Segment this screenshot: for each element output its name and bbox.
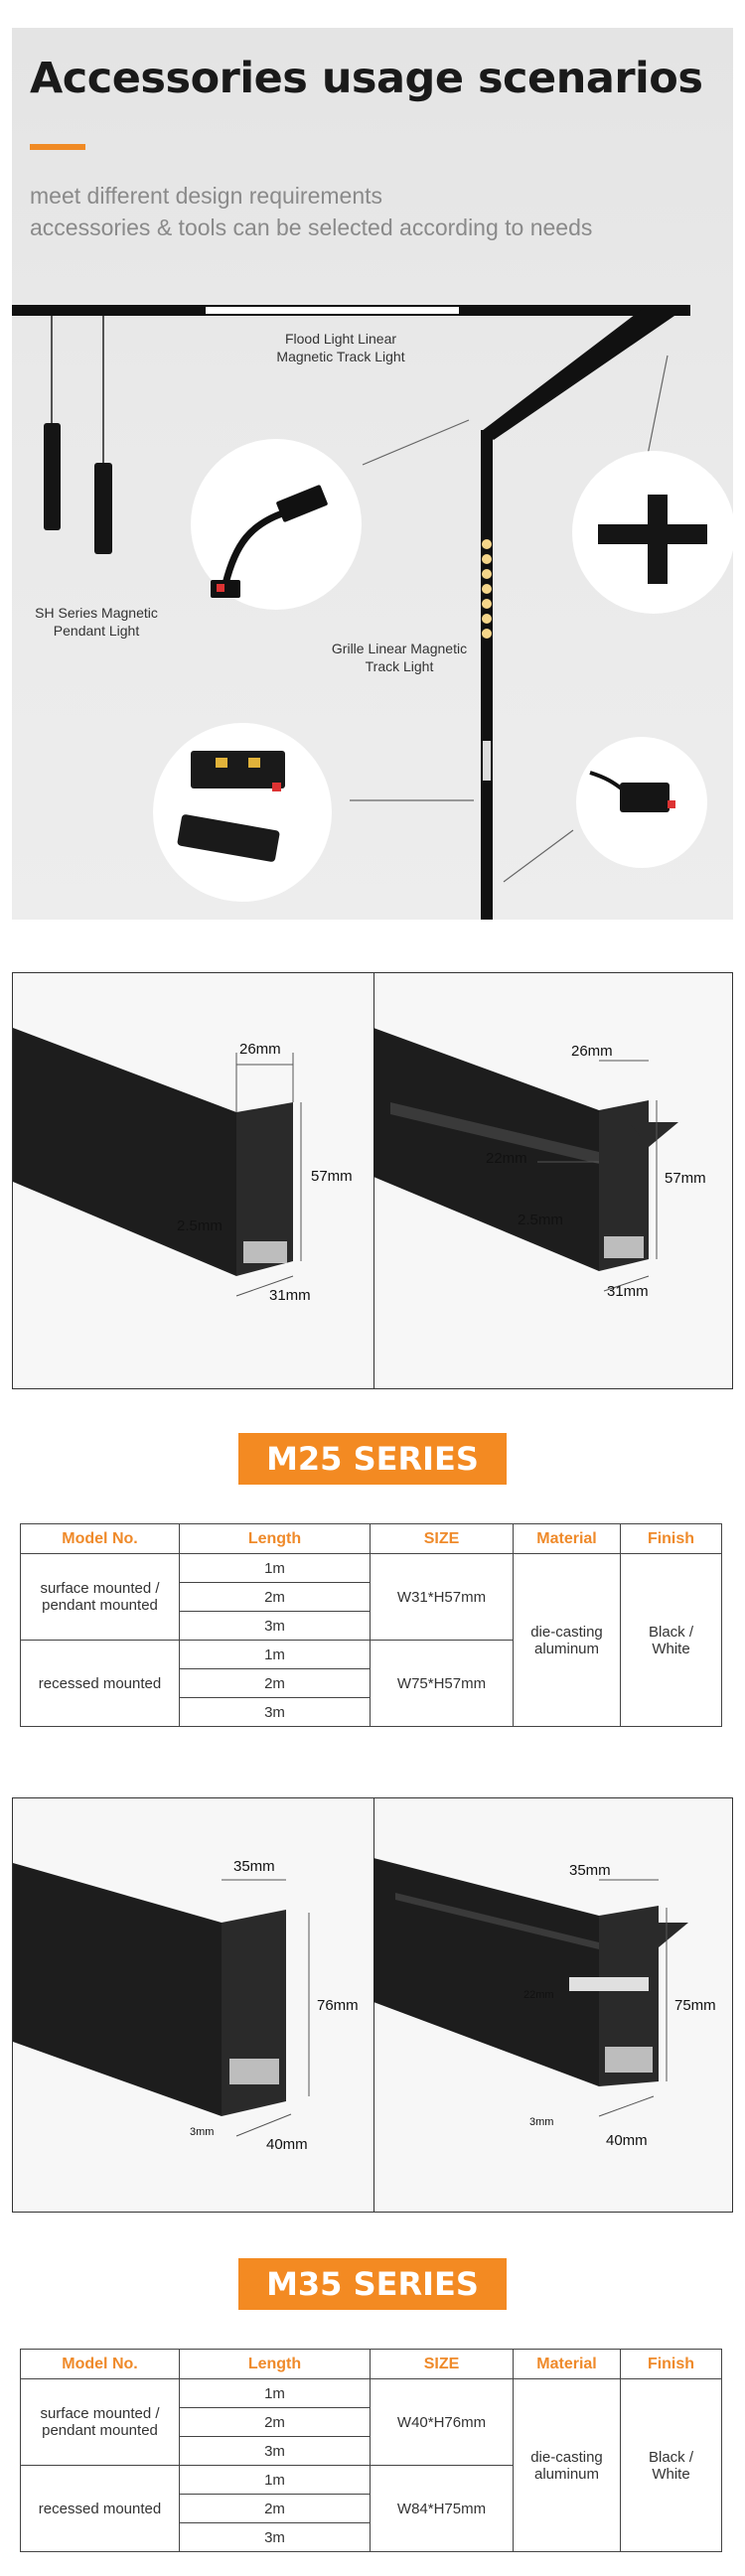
length-cell: 3m	[180, 2523, 371, 2552]
finish-cell: Black / White	[621, 1554, 722, 1727]
header-size: SIZE	[371, 1524, 514, 1554]
m25-surface-profile	[13, 1028, 236, 1276]
m25-right-inner-dim: 22mm	[486, 1150, 527, 1167]
table-header-row	[21, 2350, 722, 2379]
m25-left-top-dim: 26mm	[239, 1041, 281, 1058]
m35-left-wall-dim: 3mm	[190, 2126, 215, 2138]
flood-light-strip	[206, 307, 459, 314]
connector-end-icon	[211, 580, 240, 598]
track-joint	[483, 741, 491, 781]
table-header-row	[21, 1524, 722, 1554]
m25-spec-table	[20, 1523, 722, 1727]
m25-series-banner: M25 SERIES	[238, 1433, 507, 1485]
m25-left-bottom-dim: 31mm	[269, 1287, 311, 1304]
length-cell: 1m	[180, 1554, 371, 1583]
page-title: Accessories usage scenarios	[30, 54, 703, 103]
header-length: Length	[180, 2350, 371, 2379]
m35-left-top-dim: 35mm	[233, 1858, 275, 1875]
table-row	[21, 1554, 722, 1583]
m25-left-wall-dim: 2.5mm	[177, 1217, 223, 1234]
straight-connector-circle	[153, 723, 332, 902]
table-row	[21, 2379, 722, 2408]
pendant-light-label: SH Series Magnetic Pendant Light	[35, 605, 158, 639]
header-material: Material	[514, 1524, 621, 1554]
title-accent-bar	[30, 144, 85, 150]
m35-right-inner-dim: 22mm	[523, 1989, 554, 2001]
length-cell: 1m	[180, 1641, 371, 1669]
m35-surface-profile	[13, 1863, 222, 2116]
length-cell: 2m	[180, 2408, 371, 2437]
m35-right-bottom-dim: 40mm	[606, 2132, 648, 2149]
power-connector-icon	[620, 783, 670, 812]
header-model: Model No.	[21, 1524, 180, 1554]
subtitle-line-2: accessories & tools can be selected according to needs	[30, 215, 593, 240]
length-cell: 3m	[180, 1612, 371, 1641]
usage-scenarios-hero	[12, 28, 733, 920]
header-finish: Finish	[621, 1524, 722, 1554]
recessed-model-cell: recessed mounted	[21, 2466, 180, 2552]
recessed-model-cell: recessed mounted	[21, 1641, 180, 1727]
header-finish: Finish	[621, 2350, 722, 2379]
surface-size-cell: W40*H76mm	[371, 2379, 514, 2466]
corner-track	[482, 305, 690, 440]
surface-size-cell: W31*H57mm	[371, 1554, 514, 1641]
m35-profile-diagrams	[12, 1797, 733, 2213]
m35-right-wall-dim: 3mm	[529, 2116, 554, 2128]
pendant-light-2	[94, 463, 112, 554]
m35-left-height-dim: 76mm	[317, 1997, 359, 2014]
m25-left-height-dim: 57mm	[311, 1168, 353, 1185]
m35-right-top-dim: 35mm	[569, 1862, 611, 1879]
m25-right-top-dim: 26mm	[571, 1043, 613, 1060]
m25-right-height-dim: 57mm	[665, 1170, 706, 1187]
length-cell: 1m	[180, 2466, 371, 2495]
m35-series-banner: M35 SERIES	[238, 2258, 507, 2310]
recessed-size-cell: W75*H57mm	[371, 1641, 514, 1727]
m25-profile-diagrams	[12, 972, 733, 1389]
m25-right-wall-dim: 2.5mm	[518, 1212, 563, 1228]
recessed-size-cell: W84*H75mm	[371, 2466, 514, 2552]
material-cell: die-casting aluminum	[514, 1554, 621, 1727]
length-cell: 3m	[180, 1698, 371, 1727]
header-size: SIZE	[371, 2350, 514, 2379]
m25-right-bottom-dim: 31mm	[607, 1283, 649, 1300]
length-cell: 3m	[180, 2437, 371, 2466]
length-cell: 2m	[180, 1669, 371, 1698]
scene-illustration	[12, 28, 733, 920]
surface-model-cell: surface mounted / pendant mounted	[21, 1554, 180, 1641]
grille-light-label: Grille Linear Magnetic Track Light	[331, 641, 468, 674]
length-cell: 1m	[180, 2379, 371, 2408]
length-cell: 2m	[180, 1583, 371, 1612]
material-cell: die-casting aluminum	[514, 2379, 621, 2552]
header-material: Material	[514, 2350, 621, 2379]
flood-light-label: Flood Light Linear Magnetic Track Light	[276, 331, 405, 364]
pendant-light-1	[44, 423, 61, 530]
header-model: Model No.	[21, 2350, 180, 2379]
header-length: Length	[180, 1524, 371, 1554]
length-cell: 2m	[180, 2495, 371, 2523]
m35-right-height-dim: 75mm	[674, 1997, 716, 2014]
surface-model-cell: surface mounted / pendant mounted	[21, 2379, 180, 2466]
subtitle-line-1: meet different design requirements	[30, 183, 382, 209]
m35-left-bottom-dim: 40mm	[266, 2136, 308, 2153]
finish-cell: Black / White	[621, 2379, 722, 2552]
m35-spec-table	[20, 2349, 722, 2552]
straight-connector-icon	[191, 751, 285, 788]
m35-recessed-profile	[373, 1858, 599, 2086]
